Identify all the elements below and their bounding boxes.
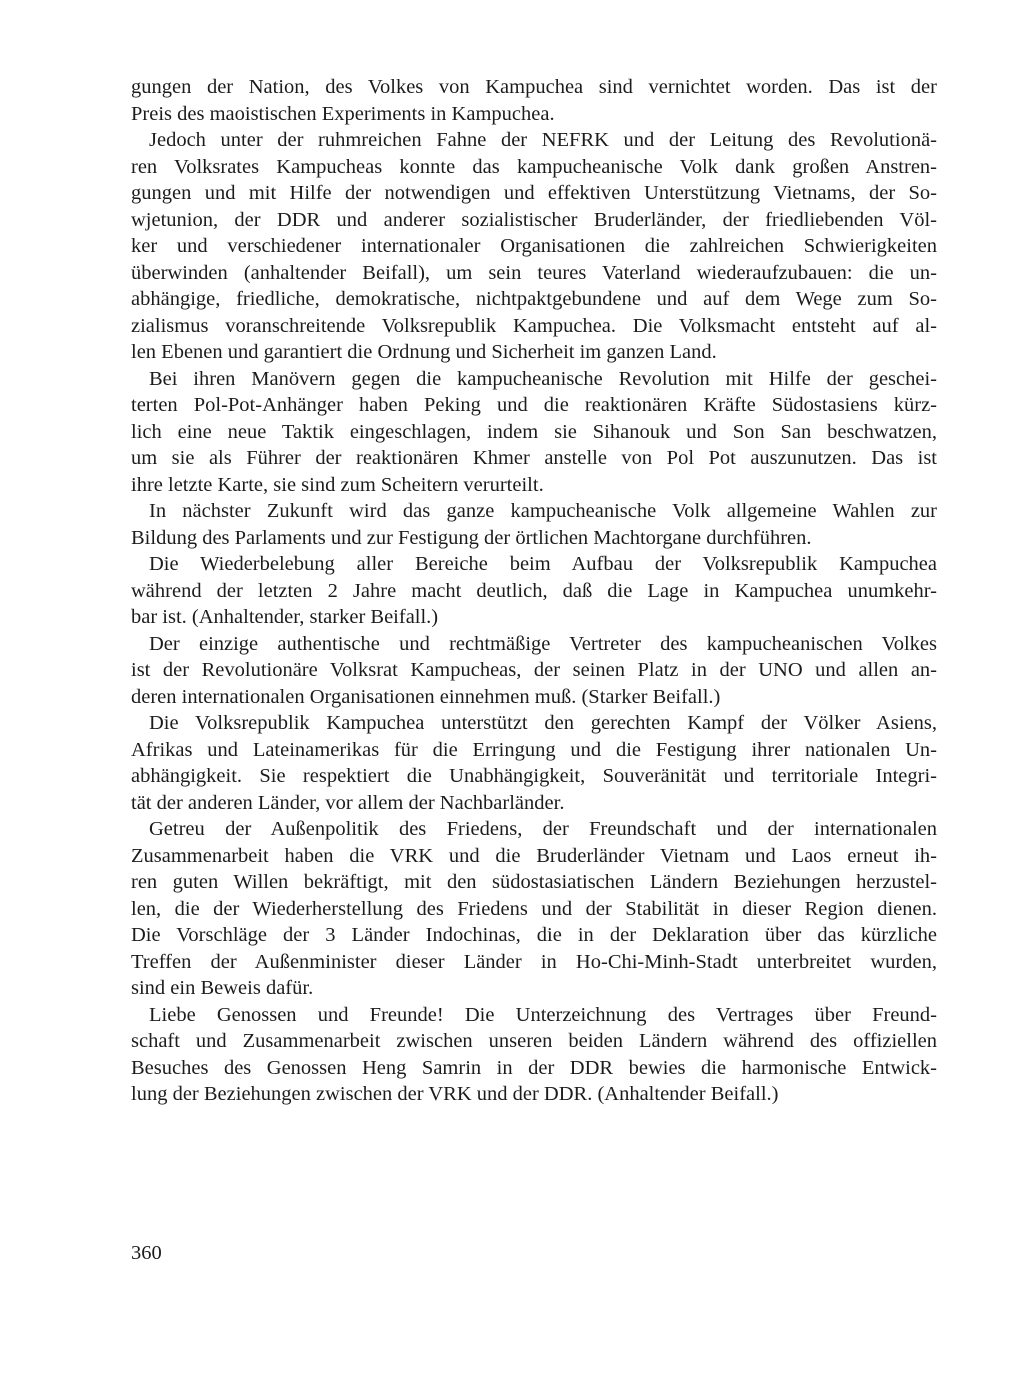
text-line: Getreu der Außenpolitik des Friedens, der Freundschaft und der internationalen: [149, 818, 937, 840]
text-line: Preis des maoistischen Experiments in Kampuchea.: [131, 102, 555, 125]
text-line: um sie als Führer der reaktionären Khmer anstelle von Pol Pot auszunutzen. Das ist: [131, 447, 937, 469]
paragraph: [131, 816, 937, 1002]
text-line: Bei ihren Manövern gegen die kampucheanische Revolution mit Hilfe der geschei-: [149, 367, 937, 390]
text-line: len, die der Wiederherstellung des Friedens und der Stabilität in dieser Region dienen.: [131, 897, 937, 920]
page-number: 360: [131, 1242, 162, 1264]
text-line: len Ebenen und garantiert die Ordnung und Sicherheit im ganzen Land.: [131, 341, 717, 363]
text-line: ihre letzte Karte, sie sind zum Scheitern verurteilt.: [131, 473, 544, 496]
text-line: Der einzige authentische und rechtmäßige Vertreter des kampucheanischen Volkes: [149, 632, 937, 655]
text-line: ren guten Willen bekräftigt, mit den südostasiatischen Ländern Beziehungen herzustel-: [131, 871, 937, 893]
paragraph: [131, 127, 937, 366]
paragraph: [131, 551, 937, 631]
text-line: Die Volksrepublik Kampuchea unterstützt den gerechten Kampf der Völker Asiens,: [149, 712, 937, 734]
text-line: terten Pol-Pot-Anhänger haben Peking und die reaktionären Kräfte Südostasiens kürz-: [131, 394, 937, 416]
text-line: Die Vorschläge der 3 Länder Indochinas, die in der Deklaration über das kürzliche: [131, 924, 937, 946]
text-line: Treffen der Außenminister dieser Länder in Ho-Chi-Minh-Stadt unterbreitet wurden,: [131, 950, 937, 973]
paragraph: [131, 498, 937, 551]
text-line: gungen der Nation, des Volkes von Kampuchea sind vernichtet worden. Das ist der: [131, 76, 937, 98]
text-line: ker und verschiedener internationaler Organisationen die zahlreichen Schwierigkeiten: [131, 235, 937, 257]
paragraph: [131, 631, 937, 711]
text-line: während der letzten 2 Jahre macht deutlich, daß die Lage in Kampuchea unumkehr-: [131, 579, 937, 602]
text-line: Zusammenarbeit haben die VRK und die Bruderländer Vietnam und Laos erneut ih-: [131, 844, 937, 867]
text-line: Afrikas und Lateinamerikas für die Erringung und die Festigung ihrer nationalen Un-: [131, 738, 937, 761]
paragraph: [131, 1002, 937, 1108]
text-line: deren internationalen Organisationen einnehmen muß. (Starker Beifall.): [131, 685, 721, 708]
text-line: Jedoch unter der ruhmreichen Fahne der NEFRK und der Leitung des Revolutionä-: [149, 129, 937, 151]
text-line: lung der Beziehungen zwischen der VRK und der DDR. (Anhaltender Beifall.): [131, 1083, 779, 1105]
text-line: gungen und mit Hilfe der notwendigen und effektiven Unterstützung Vietnams, der So-: [131, 182, 937, 204]
text-line: Bildung des Parlaments und zur Festigung der örtlichen Machtorgane durchführen.: [131, 526, 812, 549]
text-line: bar ist. (Anhaltender, starker Beifall.): [131, 606, 439, 628]
text-line: Besuches des Genossen Heng Samrin in der DDR bewies die harmonische Entwick-: [131, 1056, 937, 1079]
text-line: überwinden (anhaltender Beifall), um sein teures Vaterland wiederaufzubauen: die un-: [131, 261, 937, 284]
text-line: abhängige, friedliche, demokratische, nichtpaktgebundene und auf dem Wege zum So-: [131, 288, 937, 310]
text-line: schaft und Zusammenarbeit zwischen unseren beiden Ländern während des offiziellen: [131, 1030, 937, 1052]
page-body: [131, 74, 937, 1108]
text-line: Liebe Genossen und Freunde! Die Unterzeichnung des Vertrages über Freund-: [149, 1003, 937, 1026]
text-line: Die Wiederbelebung aller Bereiche beim Aufbau der Volksrepublik Kampuchea: [149, 553, 937, 575]
text-line: zialismus voranschreitende Volksrepublik Kampuchea. Die Volksmacht entsteht auf al-: [131, 314, 937, 337]
text-line: abhängigkeit. Sie respektiert die Unabhängigkeit, Souveränität und territoriale Integri-: [131, 765, 937, 787]
text-line: tät der anderen Länder, vor allem der Nachbarländer.: [131, 791, 565, 814]
text-line: sind ein Beweis dafür.: [131, 977, 314, 999]
paragraph: [131, 74, 937, 127]
text-line: ren Volksrates Kampucheas konnte das kampucheanische Volk dank großen Anstren-: [131, 155, 937, 178]
text-line: wjetunion, der DDR und anderer sozialistischer Bruderländer, der friedliebenden Völ-: [131, 208, 937, 231]
paragraph: [131, 710, 937, 816]
text-line: lich eine neue Taktik eingeschlagen, indem sie Sihanouk und Son San beschwatzen,: [131, 420, 937, 443]
paragraph: [131, 366, 937, 499]
text-line: In nächster Zukunft wird das ganze kampucheanische Volk allgemeine Wahlen zur: [149, 500, 937, 522]
text-line: ist der Revolutionäre Volksrat Kampucheas, der seinen Platz in der UNO und allen an-: [131, 659, 937, 681]
